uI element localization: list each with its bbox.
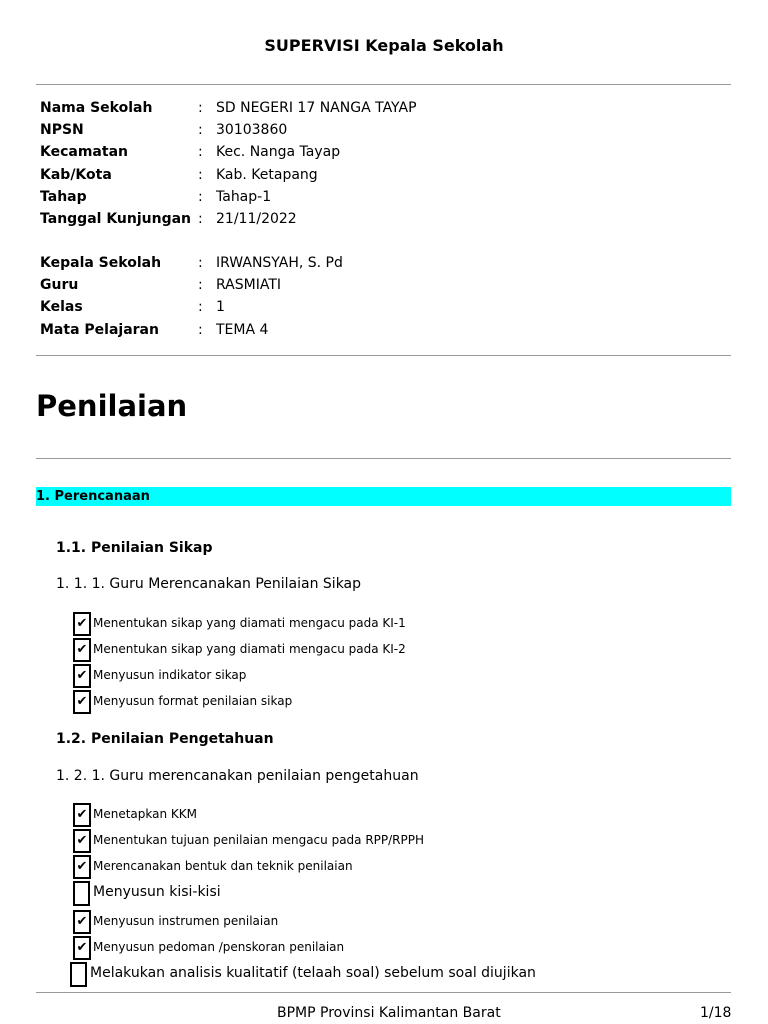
info-separator: : [198,188,203,205]
info-label: Tahap [40,188,87,205]
info-separator: : [198,299,203,316]
checkbox[interactable]: ✔ [73,803,91,827]
info-value: SD NEGERI 17 NANGA TAYAP [216,100,417,116]
checkbox[interactable]: ✔ [73,910,91,934]
info-label: Mata Pelajaran [40,321,159,338]
info-label: NPSN [40,122,84,139]
checkbox[interactable]: ✔ [73,936,91,960]
checkbox[interactable]: ✔ [73,638,91,662]
section-heading: Penilaian [36,389,188,423]
checklist-label: Menentukan sikap yang diamati mengacu pada KI-1 [93,616,406,630]
checklist-label: Melakukan analisis kualitatif (telaah soal) sebelum soal diujikan [90,965,536,981]
checkbox[interactable]: ✔ [73,664,91,688]
checklist-label: Menentukan sikap yang diamati mengacu pada KI-2 [93,642,406,656]
info-value: IRWANSYAH, S. Pd [216,255,343,271]
info-separator: : [198,277,203,294]
category-heading: 1. Perencanaan [36,487,731,506]
info-label: Kepala Sekolah [40,255,162,271]
info-label: Tanggal Kunjungan [40,210,192,227]
divider [36,458,731,459]
info-separator: : [198,255,203,271]
checkbox[interactable] [73,881,90,906]
subsection-title: 1.2. Penilaian Pengetahuan [56,731,274,747]
info-label: Kecamatan [40,144,128,161]
checkbox[interactable] [70,962,87,987]
footer-divider [36,992,731,993]
info-value: 30103860 [216,122,288,139]
document-title: SUPERVISI Kepala Sekolah [264,36,504,55]
checkbox[interactable]: ✔ [73,690,91,714]
info-label: Kelas [40,299,83,316]
info-label: Guru [40,277,79,294]
checkbox[interactable]: ✔ [73,855,91,879]
subsection-title: 1.1. Penilaian Sikap [56,540,213,556]
info-separator: : [198,210,203,227]
info-label: Kab/Kota [40,166,112,183]
info-value: Kec. Nanga Tayap [216,144,341,161]
page-number: 1/18 [700,1005,732,1021]
checklist-label: Merencanakan bentuk dan teknik penilaian [93,859,353,873]
info-value: Tahap-1 [216,188,272,205]
checklist-label: Menentukan tujuan penilaian mengacu pada RPP/RPPH [93,833,425,847]
info-separator: : [198,122,203,139]
checklist-label: Menyusun format penilaian sikap [93,694,293,708]
checklist-label: Menetapkan KKM [93,807,198,821]
info-value: RASMIATI [216,277,282,294]
info-value: TEMA 4 [216,321,269,338]
info-label: Nama Sekolah [40,100,153,116]
indicator-title: 1. 1. 1. Guru Merencanakan Penilaian Sikap [56,576,362,592]
checklist-label: Menyusun kisi-kisi [93,884,221,900]
info-value: 1 [216,299,225,316]
divider [36,84,731,85]
checklist-label: Menyusun pedoman /penskoran penilaian [93,940,345,954]
info-separator: : [198,144,203,161]
info-value: Kab. Ketapang [216,166,318,183]
info-separator: : [198,321,203,338]
checklist-label: Menyusun indikator sikap [93,668,247,682]
indicator-title: 1. 2. 1. Guru merencanakan penilaian pengetahuan [56,768,419,784]
info-separator: : [198,100,203,116]
info-value: 21/11/2022 [216,210,297,227]
info-separator: : [198,166,203,183]
footer-organization: BPMP Provinsi Kalimantan Barat [277,1005,501,1021]
divider [36,355,731,356]
checkbox[interactable]: ✔ [73,612,91,636]
checkbox[interactable]: ✔ [73,829,91,853]
checklist-label: Menyusun instrumen penilaian [93,914,279,928]
